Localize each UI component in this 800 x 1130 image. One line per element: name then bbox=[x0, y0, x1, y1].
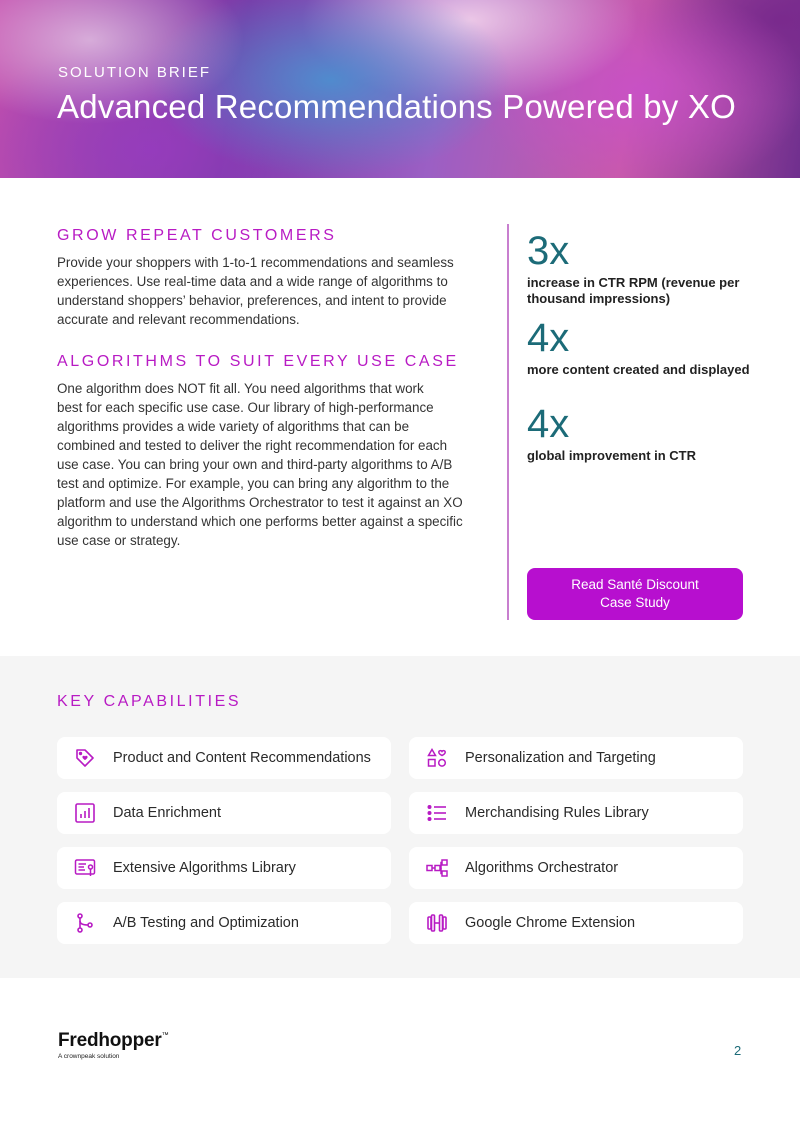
capability-label: A/B Testing and Optimization bbox=[113, 915, 299, 931]
capability-card bbox=[57, 792, 391, 834]
stat-label: more content created and displayed bbox=[527, 362, 750, 377]
body-line: test and optimize. For example, you can bring any algorithm to the bbox=[57, 476, 450, 491]
flow-nodes-icon bbox=[426, 857, 448, 879]
section-heading-algorithms: ALGORITHMS TO SUIT EVERY USE CASE bbox=[57, 353, 459, 370]
bar-chart-icon bbox=[74, 802, 96, 824]
hero-banner bbox=[0, 0, 800, 178]
stat-label: increase in CTR RPM (revenue per thousand impressions) bbox=[527, 275, 740, 306]
capability-label: Product and Content Recommendations bbox=[113, 750, 371, 766]
stat-ctr-rpm bbox=[527, 231, 757, 307]
tag-heart-icon bbox=[74, 747, 96, 769]
body-line: platform and use the Algorithms Orchestrator to test it against an XO bbox=[57, 495, 463, 510]
capability-label: Personalization and Targeting bbox=[465, 750, 656, 766]
body-line: use case. You can bring your own and third-party algorithms to A/B bbox=[57, 457, 453, 472]
stat-global-ctr bbox=[527, 404, 757, 464]
capability-card bbox=[57, 847, 391, 889]
body-line: use case or strategy. bbox=[57, 533, 181, 548]
capability-label: Extensive Algorithms Library bbox=[113, 860, 296, 876]
capability-label: Google Chrome Extension bbox=[465, 915, 636, 931]
shapes-icon bbox=[426, 747, 448, 769]
body-line: One algorithm does NOT fit all. You need algorithms that work bbox=[57, 381, 424, 396]
branch-icon bbox=[74, 912, 96, 934]
body-line: Provide your shoppers with 1-to-1 recommendations and seamless bbox=[57, 255, 454, 270]
body-line: combined and tested to deliver the right recommendation for each bbox=[57, 438, 448, 453]
capability-card bbox=[409, 847, 743, 889]
page-number: 2 bbox=[734, 1043, 742, 1058]
section-body-algorithms bbox=[57, 379, 487, 550]
divider-line bbox=[507, 224, 509, 620]
case-study-button-label: Read Santé Discount Case Study bbox=[571, 577, 699, 610]
capability-label: Merchandising Rules Library bbox=[465, 805, 649, 821]
capability-card bbox=[409, 737, 743, 779]
fredhopper-logo bbox=[58, 1030, 168, 1060]
stat-value: 4x bbox=[527, 402, 570, 446]
body-line: best for each specific use case. Our library of high-performance bbox=[57, 400, 434, 415]
eyebrow: SOLUTION BRIEF bbox=[58, 64, 212, 81]
page-title: Advanced Recommendations Powered by XO bbox=[57, 88, 736, 125]
body-line: algorithms provides a wide variety of algorithms that can be bbox=[57, 419, 410, 434]
logo-wordmark bbox=[58, 1030, 168, 1052]
dumbbell-icon bbox=[426, 912, 448, 934]
capability-card bbox=[409, 792, 743, 834]
capability-label: Algorithms Orchestrator bbox=[465, 860, 619, 876]
body-line: experiences. Use real-time data and a wide range of algorithms to bbox=[57, 274, 448, 289]
section-body-grow bbox=[57, 253, 477, 329]
logo-brand: Fredhopper bbox=[58, 1030, 162, 1051]
capability-card bbox=[57, 902, 391, 944]
logo-tm: ™ bbox=[161, 1032, 169, 1039]
body-line: understand shoppers’ behavior, preferences, and intent to provide bbox=[57, 293, 447, 308]
case-study-button[interactable] bbox=[527, 568, 743, 620]
logo-tagline: A crownpeak solution bbox=[58, 1053, 120, 1060]
list-icon bbox=[426, 802, 448, 824]
body-line: algorithm to understand which one performs better against a specific bbox=[57, 514, 463, 529]
capability-card bbox=[409, 902, 743, 944]
stat-content bbox=[527, 318, 757, 378]
capabilities-section bbox=[0, 656, 800, 978]
stat-value: 4x bbox=[527, 316, 570, 360]
section-heading-capabilities: KEY CAPABILITIES bbox=[57, 693, 242, 710]
section-heading-grow: GROW REPEAT CUSTOMERS bbox=[57, 227, 337, 244]
body-line: accurate and relevant recommendations. bbox=[57, 312, 300, 327]
stat-label: global improvement in CTR bbox=[527, 448, 697, 463]
algorithm-list-icon bbox=[74, 857, 96, 879]
stat-value: 3x bbox=[527, 229, 570, 273]
capability-card bbox=[57, 737, 391, 779]
capability-label: Data Enrichment bbox=[113, 805, 221, 821]
